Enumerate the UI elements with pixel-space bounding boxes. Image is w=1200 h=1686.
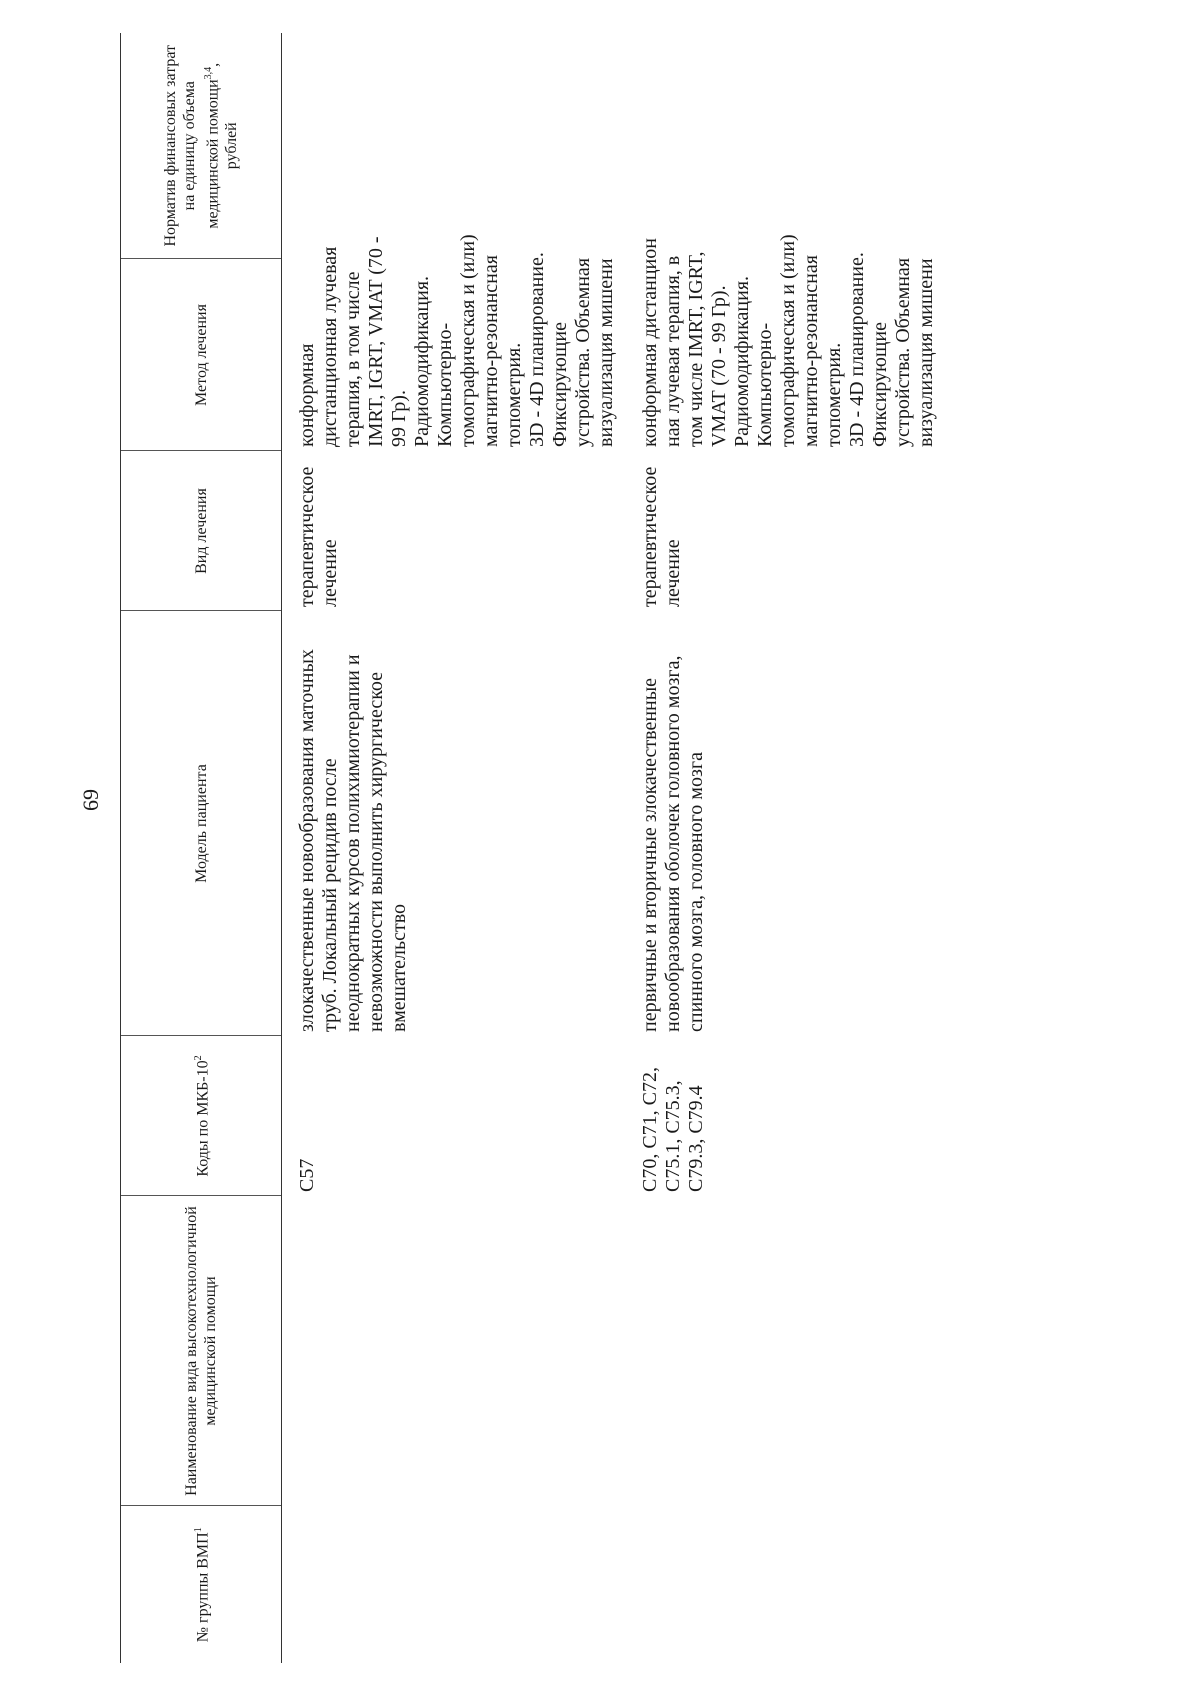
page-number: 69 bbox=[78, 789, 103, 811]
header-patient-model: Модель пациента bbox=[121, 611, 282, 1036]
landscape-table-sheet bbox=[120, 33, 1180, 1663]
vmp-table bbox=[120, 33, 939, 1663]
table-row bbox=[639, 33, 939, 1663]
cell-icd-codes: C57 bbox=[296, 1158, 318, 1192]
table-row bbox=[282, 33, 640, 1663]
cell-icd-codes: C70, C71, C72, C75.1, C75.3, C79.3, C79.4 bbox=[639, 1066, 707, 1192]
cell-treatment-type: терапевтическое лечение bbox=[296, 466, 341, 607]
cell-treatment-method: конформная дистанцион ная лучевая терапия, в том числе IMRT, IGRT, VMAT (70 - 99 Гр). Радиомодификация. Компьютерно- томографическая и (или) магнитно-резонансная топометрия. 3D - 4D планирование. Фиксирующие устройства. Объемная визуализация мишени bbox=[639, 234, 937, 447]
cell-vmp-name bbox=[282, 1196, 640, 1506]
header-cost-norm: Норматив финансовых затрат на единицу объема медицинской помощи$^{3,4}$, рублей bbox=[121, 33, 282, 259]
header-icd-codes: Коды по МКБ-$10^2$ bbox=[121, 1036, 282, 1196]
table-header-row bbox=[121, 33, 282, 1663]
cell-treatment-type: терапевтическое лечение bbox=[639, 466, 684, 607]
cell-treatment-method: конформная дистанционная лучевая терапия, в том числе IMRT, IGRT, VMAT (70 - 99 Гр). Радиомодификация. Компьютерно- томографическая и (или) магнитно-резонансная топометрия. 3D - 4D планирование. Фиксирующие устройства. Объемная визуализация мишени bbox=[296, 234, 617, 447]
header-vmp-name: Наименование вида высокотехнологичной медицинской помощи bbox=[121, 1196, 282, 1506]
cell-cost-norm bbox=[282, 33, 640, 259]
cell-vmp-name bbox=[639, 1196, 939, 1506]
header-group-no: № группы ВМП$^1$ bbox=[121, 1506, 282, 1663]
header-treatment-type: Вид лечения bbox=[121, 451, 282, 611]
header-treatment-method: Метод лечения bbox=[121, 259, 282, 451]
cell-patient-model: злокачественные новообразования маточных труб. Локальный рецидив после неоднократных курсов полихимиотерапии и невозможности выполнить хирургическое вмешательство bbox=[296, 649, 410, 1032]
cell-group-no bbox=[639, 1506, 939, 1663]
cell-cost-norm bbox=[639, 33, 939, 259]
cell-group-no bbox=[282, 1506, 640, 1663]
cell-patient-model: первичные и вторичные злокачественные новообразования оболочек головного мозга, спинного мозга, головного мозга bbox=[639, 655, 707, 1032]
